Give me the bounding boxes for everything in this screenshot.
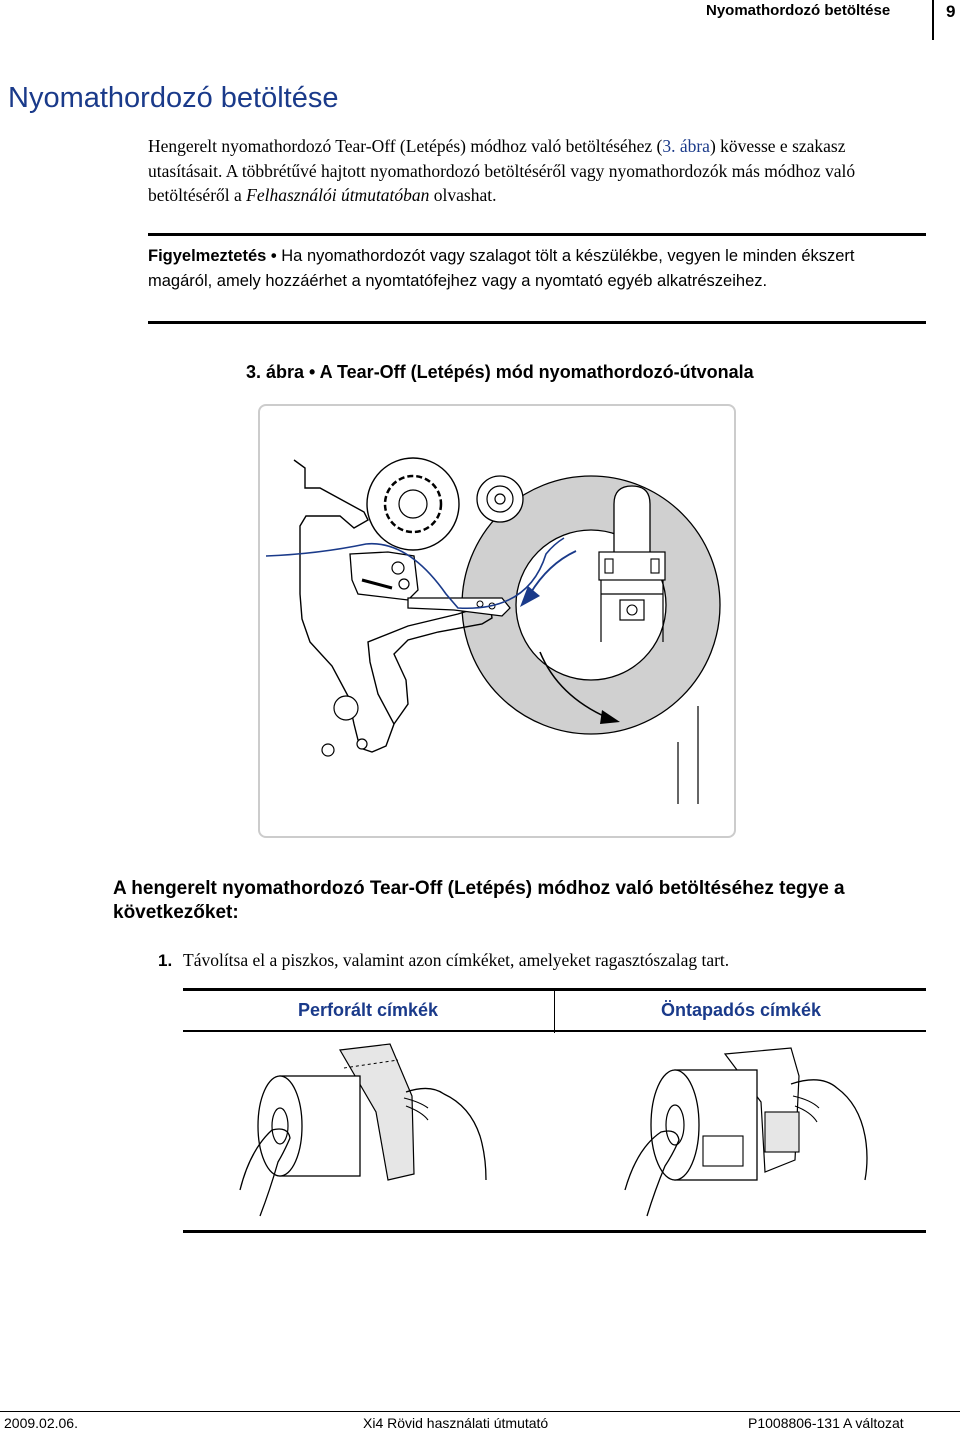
- frame-hole-2: [399, 579, 409, 589]
- label-on-roll: [703, 1136, 743, 1166]
- support-plate: [678, 706, 698, 804]
- footer-rule: [0, 1411, 960, 1412]
- instructions-heading: A hengerelt nyomathordozó Tear-Off (Letépés) módhoz való betöltéséhez tegye a következőket:: [113, 878, 845, 923]
- guide-tab-right: [651, 559, 659, 573]
- warning-bullet: •: [270, 247, 277, 265]
- adhesive-label-top: [765, 1112, 799, 1152]
- figure-caption: 3. ábra • A Tear-Off (Letépés) mód nyomathordozó-útvonala: [246, 362, 754, 382]
- warning-text: Ha nyomathordozót vagy szalagot tölt a készülékbe, vegyen le minden ékszert magáról, amely hozzáérhet a nyomtatófejhez vagy a nyomtató egyéb alkatrészeihez.: [148, 247, 855, 290]
- media-path-diagram: [258, 404, 736, 838]
- guide-pin: [627, 605, 637, 615]
- guide-reference: Felhasználói útmutatóban: [246, 185, 430, 206]
- header-divider: [932, 0, 934, 40]
- take-up-spindle-core: [495, 494, 505, 504]
- perforated-labels-illustration: [230, 1040, 500, 1225]
- guide-tab-left: [605, 559, 613, 573]
- frame-arm: [350, 552, 418, 600]
- warning-label: Figyelmeztetés: [148, 247, 267, 265]
- footer-guide-title: Xi4 Rövid használati útmutató: [363, 1415, 549, 1431]
- table-header-rule: [183, 1030, 926, 1032]
- adhesive-labels-illustration: [615, 1040, 880, 1225]
- ribbon-spindle-center: [399, 490, 427, 518]
- intro-text-1: Hengerelt nyomathordozó Tear-Off (Letépés) módhoz való betöltéséhez (: [148, 136, 663, 156]
- label-roll-core: [272, 1108, 288, 1144]
- frame-hole-3: [334, 696, 358, 720]
- table-column-divider: [554, 991, 555, 1033]
- footer-part-number: P1008806-131 A változat: [748, 1415, 904, 1431]
- intro-paragraph: [148, 134, 918, 208]
- warning-rule-bottom: [148, 321, 926, 324]
- label-roll-core: [666, 1105, 684, 1145]
- intro-text-2: ) kövesse e szakasz utasításait. A többrétűvé hajtott nyomathordozó betöltéséről vagy nyomathordozók más módhoz való betöltéséről a: [148, 136, 856, 206]
- dancer-hole-1: [477, 601, 483, 607]
- figure-reference-link[interactable]: 3. ábra: [662, 136, 710, 156]
- column-header-perforated: Perforált címkék: [297, 1000, 439, 1020]
- right-hand: [791, 1080, 867, 1180]
- column-header-adhesive: Öntapadós címkék: [660, 1000, 822, 1020]
- running-header: Nyomathordozó betöltése: [706, 2, 891, 19]
- warning-block: [148, 244, 923, 293]
- media-supply-hanger: [614, 486, 650, 554]
- page-title: Nyomathordozó betöltése: [8, 82, 339, 114]
- page-number: 9: [946, 2, 956, 21]
- table-bottom-rule: [183, 1230, 926, 1233]
- step-text: Távolítsa el a piszkos, valamint azon címkéket, amelyeket ragasztószalag tart.: [183, 950, 730, 970]
- footer-date: 2009.02.06.: [4, 1415, 78, 1431]
- frame-hole-1: [392, 562, 404, 574]
- warning-rule-top: [148, 233, 926, 236]
- intro-text-3: olvashat.: [429, 185, 497, 206]
- frame-hole-4: [322, 744, 334, 756]
- frame-hole-5: [357, 739, 367, 749]
- step-number: 1.: [158, 951, 173, 970]
